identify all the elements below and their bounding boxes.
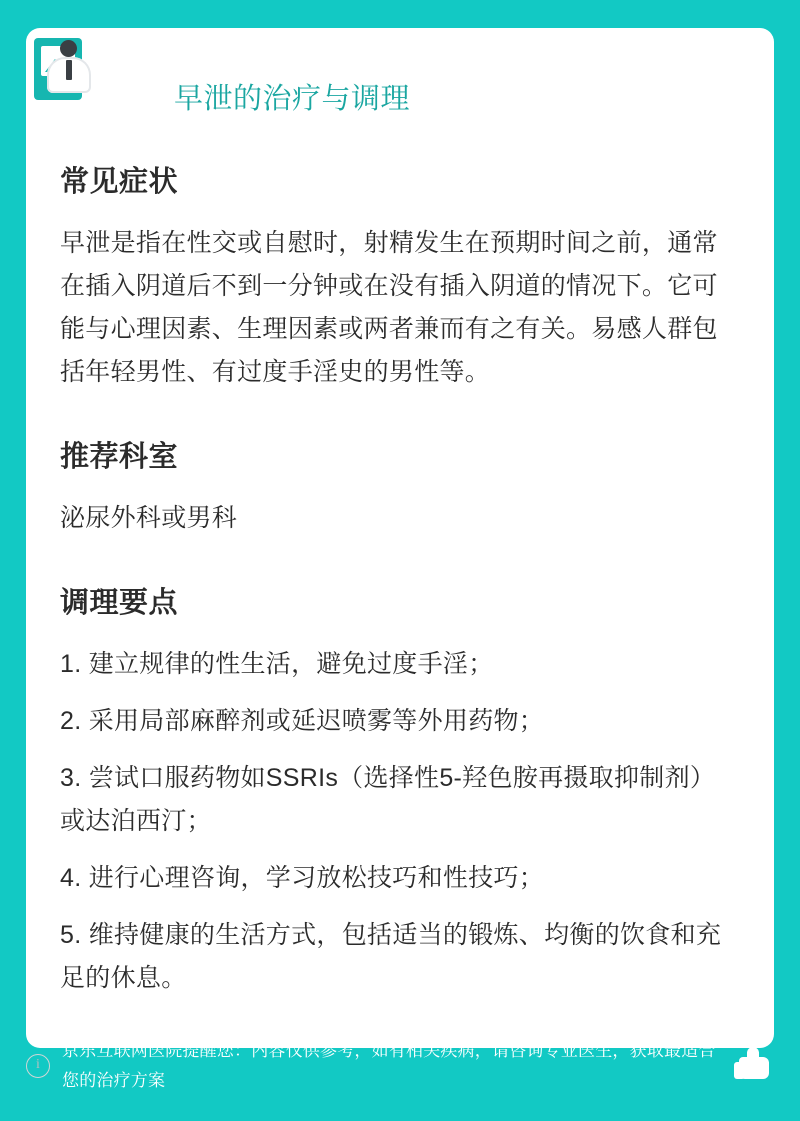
section-text-department: 泌尿外科或男科 bbox=[60, 503, 238, 532]
section-text-symptoms: 早泄是指在性交或自慰时，射精发生在预期时间之前，通常在插入阴道后不到一分钟或在没有插入阴道的情况下。它可能与心理因素、生理因素或两者兼而有之有关。易感人群包括年轻男性、有过度手淫史的男性等。 bbox=[60, 228, 718, 386]
info-icon: i bbox=[26, 1054, 50, 1078]
care-points-list bbox=[60, 643, 740, 1000]
list-item: 1. 建立规律的性生活，避免过度手淫； bbox=[60, 649, 494, 678]
doctor-head-icon bbox=[60, 40, 77, 57]
list-item: 2. 采用局部麻醉剂或延迟喷雾等外用药物； bbox=[60, 706, 545, 735]
section-heading-symptoms: 常见症状 bbox=[60, 165, 179, 198]
section-heading-department: 推荐科室 bbox=[60, 440, 179, 473]
thumbs-up-icon[interactable] bbox=[732, 1045, 774, 1087]
disclaimer-text: 京东互联网医院提醒您：内容仅供参考，如有相关疾病，请咨询专业医生，获取最适合您的治疗方案 bbox=[62, 1041, 716, 1090]
list-item: 5. 维持健康的生活方式，包括适当的锻炼、均衡的饮食和充足的休息。 bbox=[60, 920, 722, 992]
section-heading-care-points: 调理要点 bbox=[60, 586, 179, 619]
list-item: 3. 尝试口服药物如SSRIs（选择性5-羟色胺再摄取抑制剂）或达泊西汀； bbox=[60, 763, 716, 835]
content-card bbox=[26, 28, 774, 1048]
list-item: 4. 进行心理咨询，学习放松技巧和性技巧； bbox=[60, 863, 545, 892]
doctor-tie-icon bbox=[66, 60, 72, 80]
footer bbox=[26, 1025, 774, 1107]
page-title: 早泄的治疗与调理 bbox=[174, 83, 411, 115]
article-body bbox=[56, 159, 744, 1000]
doctor-document-icon bbox=[34, 38, 96, 116]
